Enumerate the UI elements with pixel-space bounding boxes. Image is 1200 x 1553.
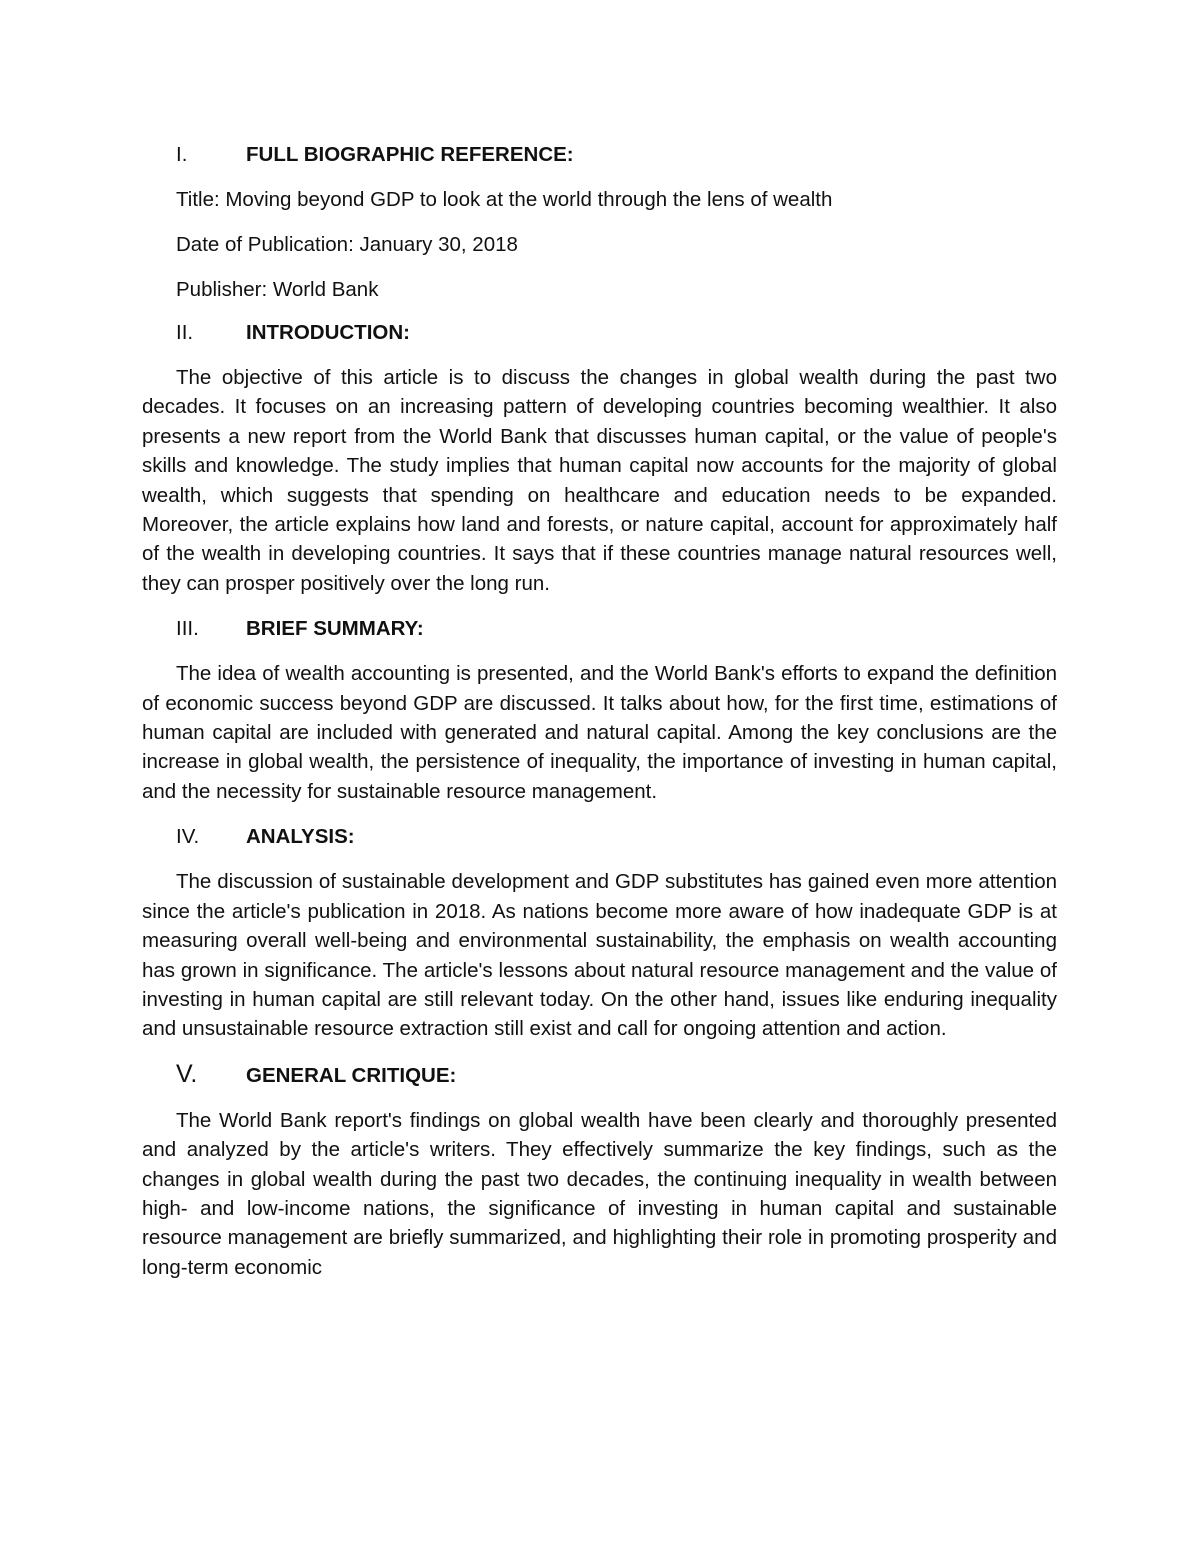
- section-title: BRIEF SUMMARY:: [246, 617, 424, 641]
- reference-date: Date of Publication: January 30, 2018: [176, 233, 518, 256]
- section-number: V.: [176, 1059, 198, 1088]
- section-heading-reference: [142, 140, 1057, 169]
- section-heading-introduction: [142, 318, 1057, 347]
- reference-publisher: Publisher: World Bank: [176, 278, 379, 301]
- section-heading-summary: [142, 614, 1057, 643]
- section-title: ANALYSIS:: [246, 825, 355, 849]
- reference-title: Title: Moving beyond GDP to look at the world through the lens of wealth: [176, 188, 833, 211]
- section-number: II.: [176, 321, 194, 344]
- section-number: III.: [176, 617, 199, 641]
- document-page: [142, 140, 1057, 1298]
- section-number: I.: [176, 143, 188, 166]
- section-number: IV.: [176, 825, 200, 849]
- summary-paragraph: The idea of wealth accounting is presented, and the World Bank's efforts to expand the definition of economic success beyond GDP are discussed. It talks about how, for the first time, estimations of human capital are included with generated and natural capital. Among the key conclusions are the increase in global wealth, the persistence of inequality, the importance of investing in human capital, and the necessity for sustainable resource management.: [142, 662, 1057, 803]
- analysis-paragraph: The discussion of sustainable development and GDP substitutes has gained even more attention since the article's publication in 2018. As nations become more aware of how inadequate GDP is at measuring overall well-being and environmental sustainability, the emphasis on wealth accounting has grown in significance. The article's lessons about natural resource management and the value of investing in human capital are still relevant today. On the other hand, issues like enduring inequality and unsustainable resource extraction still exist and call for ongoing attention and action.: [142, 870, 1057, 1041]
- section-heading-critique: [142, 1060, 1057, 1090]
- section-title: GENERAL CRITIQUE:: [246, 1063, 457, 1087]
- introduction-paragraph: The objective of this article is to discuss the changes in global wealth during the past two decades. It focuses on an increasing pattern of developing countries becoming wealthier. It also presents a new report from the World Bank that discusses human capital, or the value of people's skills and knowledge. The study implies that human capital now accounts for the majority of global wealth, which suggests that spending on healthcare and education needs to be expanded. Moreover, the article explains how land and forests, or nature capital, account for approximately half of the wealth in developing countries. It says that if these countries manage natural resources well, they can prosper positively over the long run.: [142, 366, 1057, 595]
- section-title: FULL BIOGRAPHIC REFERENCE:: [246, 143, 574, 166]
- section-heading-analysis: [142, 822, 1057, 851]
- critique-paragraph: The World Bank report's findings on global wealth have been clearly and thoroughly presented and analyzed by the article's writers. They effectively summarize the key findings, such as the changes in global wealth during the past two decades, the continuing inequality in wealth between high- and low-income nations, the significance of investing in human capital and sustainable resource management are briefly summarized, and highlighting their role in promoting prosperity and long-term economic: [142, 1108, 1057, 1279]
- section-title: INTRODUCTION:: [246, 321, 410, 344]
